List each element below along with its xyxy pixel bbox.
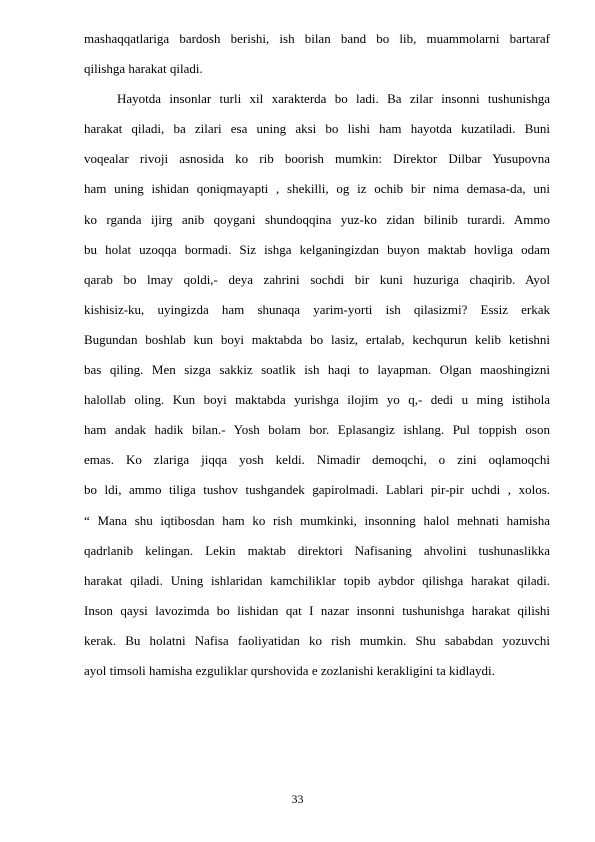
text-line: qadrlanib kelingan. Lekin maktab direktori Nafisaning ahvolini tushunaslikka	[84, 542, 550, 558]
text-line: bas qiling. Men sizga sakkiz soatlik ish haqi to layapman. Olgan maoshingizni	[84, 362, 550, 378]
text-line: qarab bo lmay qoldi,- deya zahrini sochdi bir kuni huzuriga chaqirib. Ayol	[84, 271, 550, 287]
page-number: 33	[291, 792, 304, 806]
text-line: bu holat uzoqqa bormadi. Siz ishga kelganingizdan buyon maktab hovliga odam	[84, 241, 550, 257]
paragraph-start-line: Hayotda insonlar turli xil xarakterda bo ladi. Ba zilar insonni tushunishga	[117, 91, 550, 107]
text-line: Bugundan boshlab kun boyi maktabda bo lasiz, ertalab, kechqurun kelib ketishni	[84, 331, 550, 347]
text-line: qilishga harakat qiladi.	[84, 61, 203, 77]
text-line: mashaqqatlariga bardosh berishi, ish bilan band bo lib, muammolarni bartaraf	[84, 31, 550, 46]
text-line: bo ldi, ammo tiliga tushov tushgandek gapirolmadi. Lablari pir-pir uchdi , xolos.	[84, 482, 550, 498]
text-line: ham uning ishidan qoniqmayapti , shekilli, og iz ochib bir nima demasa-da, uni	[84, 181, 550, 197]
text-line: kerak. Bu holatni Nafisa faoliyatidan ko rish mumkin. Shu sababdan yozuvchi	[84, 632, 550, 648]
text-line: voqealar rivoji asnosida ko rib boorish mumkin: Direktor Dilbar Yusupovna	[84, 151, 550, 167]
text-line: kishisiz-ku, uyingizda ham shunaqa yarim-yorti ish qilasizmi? Essiz erkak	[84, 301, 550, 317]
text-line: “ Mana shu iqtibosdan ham ko rish mumkinki, insonning halol mehnati hamisha	[84, 512, 550, 528]
text-line: emas. Ko zlariga jiqqa yosh keldi. Nimadir demoqchi, o zini oqlamoqchi	[84, 452, 550, 468]
body-text	[84, 24, 550, 686]
text-line: harakat qiladi, ba zilari esa uning aksi bo lishi ham hayotda kuzatiladi. Buni	[84, 121, 550, 137]
text-line: halollab oling. Kun boyi maktabda yurishga ilojim yo q,- dedi u ming istihola	[84, 392, 550, 408]
text-line: ko rganda ijirg anib qoygani shundoqqina yuz-ko zidan bilinib turardi. Ammo	[84, 211, 550, 227]
text-line: harakat qiladi. Uning ishlaridan kamchiliklar topib aybdor qilishga harakat qiladi.	[84, 572, 550, 588]
text-line: ham andak hadik bilan.- Yosh bolam bor. Eplasangiz ishlang. Pul toppish oson	[84, 422, 550, 438]
text-line: ayol timsoli hamisha ezguliklar qurshovida e zozlanishi kerakligini ta kidlaydi.	[84, 662, 495, 678]
text-line: Inson qaysi lavozimda bo lishidan qat I nazar insonni tushunishga harakat qilishi	[84, 602, 550, 618]
